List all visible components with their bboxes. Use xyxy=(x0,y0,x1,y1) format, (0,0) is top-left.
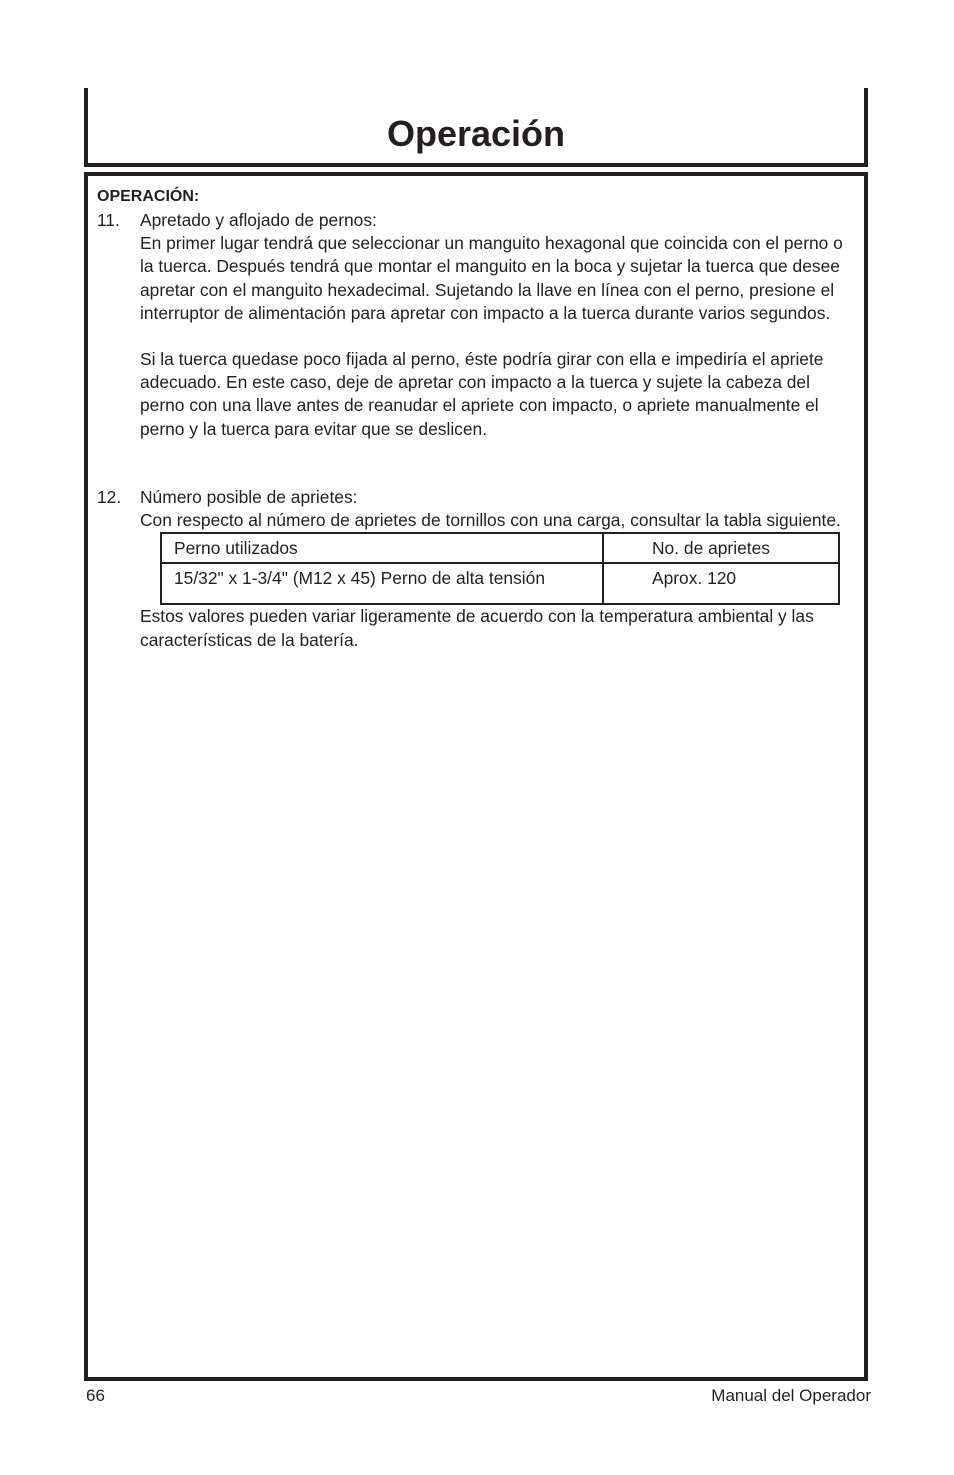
paragraph: Si la tuerca quedase poco fijada al perno, éste podría girar con ella e impediría el apriete adecuado. En este caso, deje de apretar con impacto a la tuerca y sujete la cabeza del perno con una llave antes de reanudar el apriete con impacto, o apriete manualmente el perno y la tuerca para evitar que se deslicen. xyxy=(140,349,824,439)
table-header-cell: Perno utilizados xyxy=(161,533,603,563)
note-paragraph: Estos valores pueden variar ligeramente de acuerdo con la temperatura ambiental y las características de la batería. xyxy=(140,606,814,650)
manual-name: Manual del Operador xyxy=(711,1386,871,1405)
item-number: 12. xyxy=(97,487,122,507)
list-item-11 xyxy=(97,209,859,441)
item-number: 11. xyxy=(97,210,120,230)
spec-table xyxy=(160,532,840,605)
section-heading: OPERACIÓN: xyxy=(97,188,200,205)
page-header xyxy=(84,88,868,167)
paragraph: En primer lugar tendrá que seleccionar un manguito hexagonal que coincida con el perno o la tuerca. Después tendrá que montar el manguito en la boca y sujetar la tuerca que desee apretar con el manguito hexadecimal. Sujetando la llave en línea con el perno, presione el interruptor de alimentación para apretar con impacto a la tuerca durante varios segundos. xyxy=(140,233,843,323)
item-title: Número posible de aprietes: xyxy=(140,487,358,507)
item-body xyxy=(140,209,859,441)
paragraph: Con respecto al número de aprietes de tornillos con una carga, consultar la tabla siguiente. xyxy=(140,510,841,531)
table-header-row xyxy=(161,533,839,563)
page-title: Operación xyxy=(386,113,566,154)
item-title: Apretado y aflojado de pernos: xyxy=(140,210,377,230)
table-cell: Aprox. 120 xyxy=(603,563,839,604)
table-header-cell: No. de aprietes xyxy=(603,533,839,563)
list-item-12 xyxy=(97,486,859,652)
table-cell: 15/32" x 1-3/4" (M12 x 45) Perno de alta tensión xyxy=(161,563,603,604)
content-frame xyxy=(84,172,868,1381)
table-row xyxy=(161,563,839,604)
item-body xyxy=(140,486,859,652)
page-number: 66 xyxy=(86,1386,105,1405)
